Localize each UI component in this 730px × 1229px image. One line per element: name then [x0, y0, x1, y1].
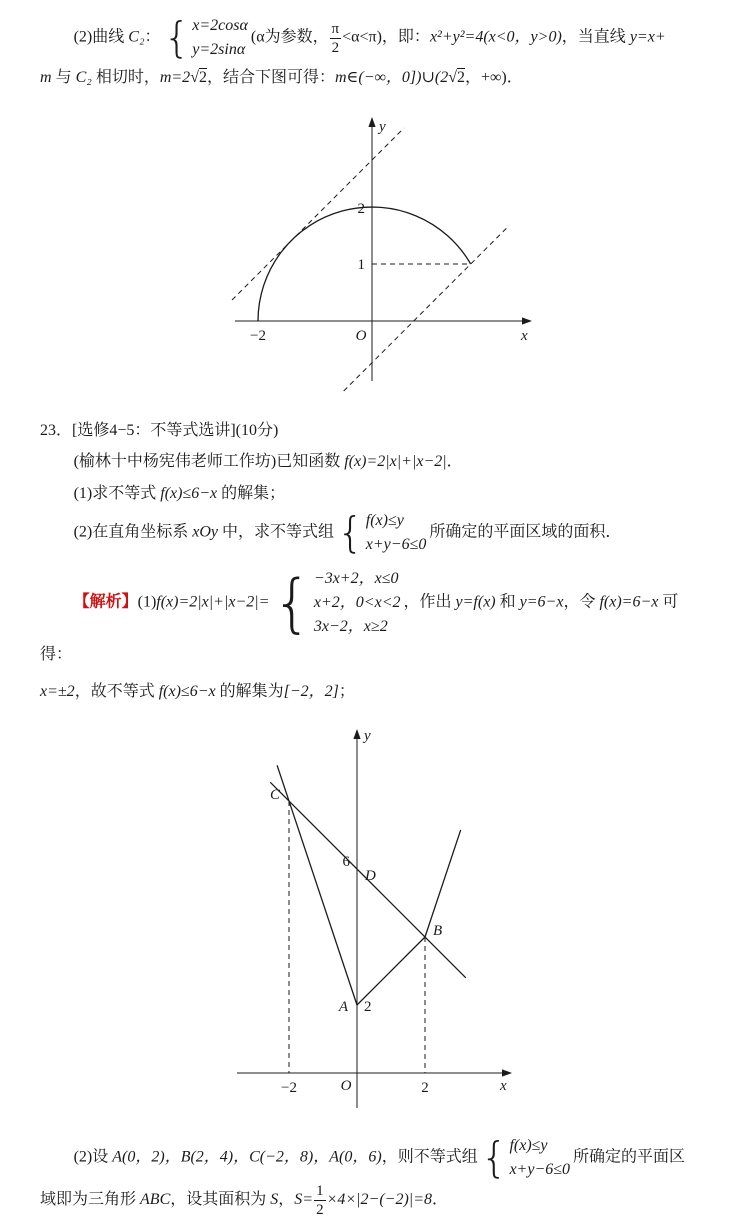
figure-1	[40, 109, 694, 399]
text-run: ；	[338, 682, 355, 700]
math-run: f(x)=2|x|+|x−2|=	[156, 593, 270, 611]
left-brace: {	[480, 1133, 508, 1183]
tick-1: 1	[357, 257, 365, 274]
text-run: ，结合下图可得：	[206, 69, 335, 86]
figure-2	[40, 723, 694, 1118]
left-brace: {	[163, 13, 191, 63]
text-run: ，当直线	[561, 28, 630, 46]
text-run: 相切时，	[91, 69, 160, 86]
text-run: ，设其面积为	[170, 1191, 271, 1209]
math-run: [−2，2]	[283, 682, 339, 700]
radicand: 2	[457, 69, 465, 86]
text-run: (1)求不等式	[73, 484, 161, 502]
text-run: (1)	[137, 593, 157, 611]
secant-line-dashed	[344, 226, 509, 391]
system-row: f(x)≤y	[365, 511, 404, 529]
text-run: (2)设	[73, 1148, 113, 1166]
text-run: 和	[495, 593, 520, 611]
text-run: 与	[51, 69, 76, 86]
x-axis-label: x	[521, 328, 528, 345]
parametric-equations	[164, 14, 248, 62]
x-axis-arrow	[522, 318, 532, 325]
text-run: 所确定的平面区	[573, 1148, 686, 1166]
f-middle-branch	[357, 937, 425, 1005]
text-run: <α<π)，即：	[342, 28, 430, 46]
text-run: ，+∞)．	[465, 69, 523, 86]
math-run: m∈(−∞，0])∪(2	[334, 69, 449, 86]
case-row: x=2cosα	[192, 17, 248, 34]
system-row: x+y−6≤0	[365, 535, 427, 553]
point-B-label: B	[433, 923, 443, 940]
fraction-one-half	[314, 1182, 326, 1219]
math-run: f(x)≤6−x	[160, 484, 218, 502]
text-run: (榆林十中杨宪伟老师工作坊)已知函数	[73, 453, 345, 471]
text-run: (2)曲线	[73, 28, 129, 46]
origin-label: O	[340, 1078, 352, 1095]
radical-sign: √	[190, 69, 199, 86]
problem2-statement	[40, 14, 694, 93]
math-run: A(0，2)，B(2，4)，C(−2，8)，A(0，6)	[112, 1148, 382, 1166]
system-row: x+y−6≤0	[509, 1161, 571, 1179]
curve-symbol: C₂	[128, 28, 145, 46]
f-right-branch	[425, 830, 461, 940]
text-run: ．	[432, 1191, 449, 1209]
point-D-label: D	[365, 868, 376, 885]
tick-neg2: −2	[281, 1080, 297, 1097]
text-run: 的解集为	[215, 682, 284, 700]
y-axis-arrow	[368, 117, 375, 127]
problem-23-header	[40, 415, 694, 446]
text-run: 中，求不等式组	[218, 523, 335, 541]
solution-set-line	[40, 676, 694, 707]
text-run: (2)在直角坐标系	[73, 523, 193, 541]
fraction-pi-over-2	[330, 20, 342, 57]
figure-1-graph	[197, 109, 537, 399]
math-run: y=6−x	[519, 593, 564, 611]
fraction-denominator: 2	[331, 39, 340, 56]
math-run: S	[270, 1191, 279, 1209]
sqrt-expression	[190, 68, 207, 86]
math-run: f(x)=6−x	[599, 593, 659, 611]
inequality-system	[337, 509, 426, 557]
fraction-denominator: 2	[316, 1202, 324, 1219]
radicand: 2	[198, 69, 207, 86]
piece-row: x+2，0<x<2	[313, 593, 401, 611]
final-paragraph	[40, 1134, 694, 1219]
math-run: f(x)=2|x|+|x−2|	[344, 453, 447, 471]
text-run: 域即为三角形	[40, 1191, 141, 1209]
problem-23-part2	[40, 509, 694, 557]
text-run: 的解集；	[217, 484, 286, 502]
math-run: ×4×|2−(−2)|=8	[326, 1191, 432, 1209]
piece-row: 3x−2，x≥2	[313, 617, 388, 635]
math-run: x=±2	[40, 682, 75, 700]
piecewise-definition	[272, 567, 400, 639]
text-run: ，作出	[403, 593, 456, 611]
point-A-label: A	[338, 999, 348, 1016]
text-run: (α为参数，	[250, 28, 329, 46]
case-row: y=2sinα	[192, 41, 246, 58]
header-text: 23．[选修4−5：不等式选讲](10分)	[40, 422, 279, 440]
text-run: ．	[446, 453, 463, 471]
fraction-numerator: 1	[316, 1183, 324, 1200]
y-axis-label: y	[379, 119, 386, 136]
text-run: ，故不等式	[74, 682, 159, 700]
x-axis-label: x	[500, 1078, 507, 1095]
math-run: x²+y²=4(x<0，y>0)	[429, 28, 562, 46]
text-run: ，令	[563, 593, 600, 611]
inequality-system	[481, 1134, 570, 1182]
problem-23-given	[40, 446, 694, 477]
tick-2: 2	[357, 201, 365, 218]
math-run: m=2	[159, 69, 191, 86]
tick-6: 6	[342, 854, 350, 871]
math-run: S=	[294, 1191, 314, 1209]
origin-label: O	[355, 328, 367, 345]
math-run: m	[40, 69, 52, 86]
math-run: ABC	[140, 1191, 171, 1209]
figure-2-graph	[217, 723, 517, 1118]
math-run: y=f(x)	[455, 593, 496, 611]
left-brace: {	[337, 507, 364, 557]
text-run: 可得：	[40, 593, 679, 663]
analysis-tag: 【解析】	[73, 593, 138, 611]
curve-symbol: C₂	[75, 69, 92, 86]
left-brace: {	[272, 565, 312, 640]
radical-sign: √	[448, 69, 457, 86]
problem-23-part1	[40, 478, 694, 509]
y-axis-arrow	[353, 729, 360, 739]
tick-neg2: −2	[250, 328, 266, 345]
math-run: f(x)≤6−x	[158, 682, 216, 700]
math-run: xOy	[192, 523, 219, 541]
point-C-label: C	[269, 787, 281, 804]
fraction-numerator: π	[331, 20, 340, 37]
piece-row: −3x+2，x≤0	[313, 569, 399, 587]
analysis-paragraph	[40, 567, 694, 670]
y-axis-label: y	[364, 728, 371, 745]
text-run: 所确定的平面区域的面积．	[429, 523, 622, 541]
tick-2-on-y: 2	[364, 999, 372, 1016]
text-run: ：	[144, 28, 161, 46]
text-run: ，	[278, 1191, 295, 1209]
tick-2-on-x: 2	[421, 1080, 429, 1097]
system-row: f(x)≤y	[509, 1137, 548, 1155]
sqrt-expression	[448, 68, 465, 86]
text-run: ，则不等式组	[381, 1148, 478, 1166]
tangent-line-dashed	[232, 128, 404, 300]
math-run: y=x+	[629, 28, 666, 46]
x-axis-arrow	[502, 1070, 512, 1077]
